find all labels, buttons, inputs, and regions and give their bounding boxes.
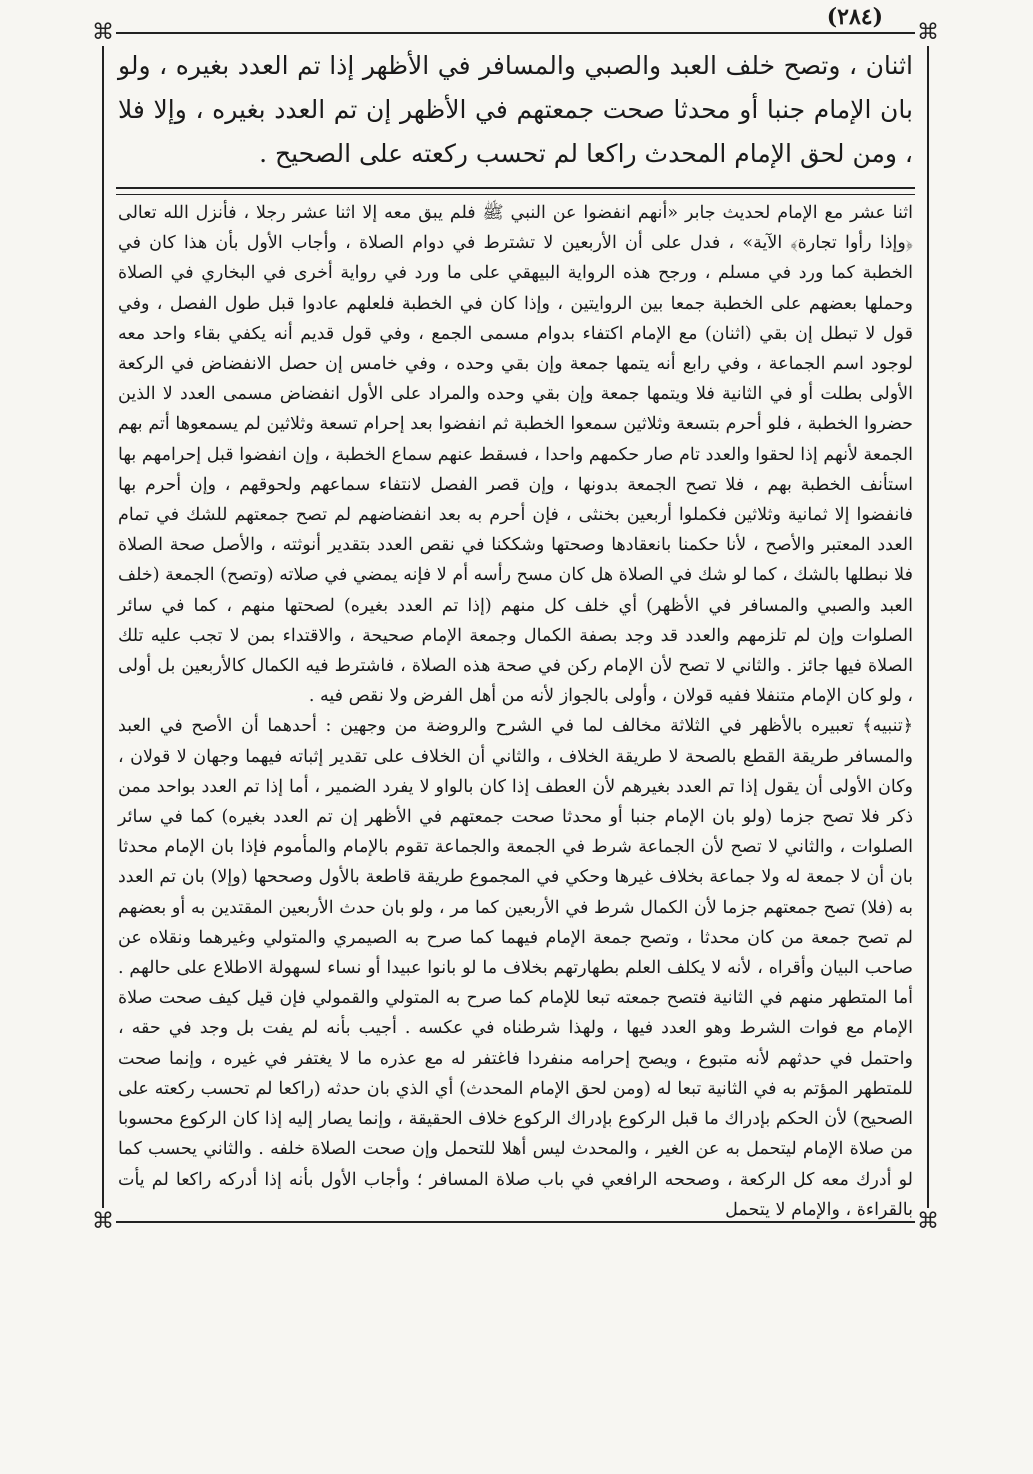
page-number: (٢٨٤) (826, 4, 883, 30)
matn-paragraph: اثنان ، وتصح خلف العبد والصبي والمسافر في الأظهر إذا تم العدد بغيره ، ولو بان الإمام جنبا أو محدثا صحت جمعتهم في الأظهر إن تم العدد بغيره ، وإلا فلا ، ومن لحق الإمام المحدث راكعا لم تحسب ركعته على الصحيح . (118, 51, 913, 168)
frame-top-rule (116, 32, 915, 34)
corner-ornament-icon: ⌘ (917, 20, 939, 45)
corner-ornament-icon: ⌘ (92, 20, 114, 45)
frame-right-rule (927, 46, 929, 1208)
corner-ornament-icon: ⌘ (917, 1209, 939, 1234)
commentary-text-block (118, 198, 913, 1225)
commentary-paragraph: اثنا عشر مع الإمام لحديث جابر «أنهم انفضوا عن النبي ﷺ فلم يبق معه إلا اثنا عشر رجلا ، فأنزل الله تعالى ﴿وإذا رأوا تجارة﴾ الآية» ، فدل على أن الأربعين لا تشترط في دوام الصلاة ، وأجاب الأول بأن هذا كان في الخطبة كما ورد في مسلم ، ورجح هذه الرواية البيهقي على ما ورد في رواية أخرى في البخاري في الصلاة وحملها بعضهم على الخطبة جمعا بين الروايتين ، وإذا كان في الخطبة فلعلهم عادوا قبل طول الفصل ، وفي قول لا تبطل إن بقي (اثنان) مع الإمام اكتفاء بدوام مسمى الجمع ، وفي قول قديم أنه يكفي بقاء واحد معه لوجود اسم الجماعة ، وفي رابع أنه يتمها جمعة وإن بقي وحده ، وفي خامس إن حصل الانفضاض في الركعة الأولى بطلت أو في الثانية فلا ويتمها جمعة وإن بقي وحده والمراد على الأول انفضاض مسمى العدد لا الذين حضروا الخطبة ، فلو أحرم بتسعة وثلاثين سمعوا الخطبة ثم انفضوا بعد إحرام تسعة وثلاثين لم يسمعوها أتم بهم الجمعة لأنهم إذا لحقوا والعدد تام صار حكمهم واحدا ، فسقط عنهم سماع الخطبة ، وإن انفضوا قبل إحرامهم بها استأنف الخطبة بهم ، فلا تصح الجمعة بدونها ، وإن قصر الفصل لانتفاء سماعهم ولحوقهم ، وإن أحرم بها فانفضوا إلا ثمانية وثلاثين فكملوا أربعين بخنثى ، فإن أحرم به بعد انفضاضهم لم تصح جمعتهم للشك في تمام العدد المعتبر والأصح ، لأنا حكمنا بانعقادها وصحتها وشككنا في نقص العدد بتقدير أنوثته ، والأصل صحة الصلاة فلا نبطلها بالشك ، كما لو شك في الصلاة هل كان مسح رأسه أم لا فإنه يمضي في صلاته (وتصح) الجمعة (خلف العبد والصبي والمسافر في الأظهر) أي خلف كل منهم (إذا تم العدد بغيره) لصحتها منهم ، كما في سائر الصلوات وإن لم تلزمهم والعدد قد وجد بصفة الكمال وجمعة الإمام صحيحة ، والاقتداء بمن لا تجب عليه تلك الصلاة فيها جائز . والثاني لا تصح لأن الإمام ركن في صحة هذه الصلاة ، فاشترط فيه الكمال كالأربعين بل أولى ، ولو كان الإمام متنفلا ففيه قولان ، وأولى بالجواز لأنه من أهل الفرض ولا نقص فيه . (118, 203, 913, 707)
commentary-paragraph: ﴿تنبيه﴾ تعبيره بالأظهر في الثلاثة مخالف لما في الشرح والروضة من وجهين : أحدهما أن الأصح في العبد والمسافر طريقة القطع بالصحة لا طريقة الخلاف ، والثاني أن الخلاف على تقدير إثباته فيهما وجهان لا قولان ، وكان الأولى أن يقول إذا تم العدد بغيرهم لأن العطف إذا كان بالواو لا يفرد الضمير ، أما إذا تم العدد بواحد ممن ذكر فلا تصح جزما (ولو بان الإمام جنبا أو محدثا صحت جمعتهم في الأظهر إن تم العدد بغيره) كما في سائر الصلوات ، والثاني لا تصح لأن الجماعة شرط في الجمعة والجماعة تقوم بالإمام والمأموم فإذا بان الإمام محدثا بان أن لا جمعة له ولا جماعة بخلاف غيرها وحكي في المجموع طريقة قاطعة بالأول وصححها (وإلا) بان تم العدد به (فلا) تصح جمعتهم جزما لأن الكمال شرط في الأربعين كما مر ، ولو بان حدث الأربعين المقتدين به أو بعضهم لم تصح جمعة من كان محدثا ، وتصح جمعة الإمام فيهما كما صرح به الصيمري والمتولي وغيرهما ونقلاه عن صاحب البيان وأقراه ، لأنه لا يكلف العلم بطهارتهم بخلاف ما لو بانوا عبيدا أو نساء لسهولة الاطلاع على حالهم . أما المتطهر منهم في الثانية فتصح جمعته تبعا للإمام كما صرح به المتولي والقمولي فإن قيل كيف صحت صلاة الإمام مع فوات الشرط وهو العدد فيها ، ولهذا شرطناه في عكسه . أجيب بأنه لم يفت بل وجد في حقه ، واحتمل في حدثهم لأنه متبوع ، ويصح إحرامه منفردا فاغتفر له مع عذره ما لا يغتفر في غيره ، وإنما صحت للمتطهر المؤتم به في الثانية تبعا له (ومن لحق الإمام المحدث) أي الذي بان حدثه (راكعا لم تحسب ركعته على الصحيح) لأن الحكم بإدراك ما قبل الركوع بإدراك الركوع خلاف الحقيقة ، وإنما يصار إليه إذا كان الركوع محسوبا من صلاة الإمام ليتحمل به عن الغير ، والمحدث ليس أهلا للتحمل وإن صحت الصلاة خلفه . والثاني يحسب كما لو أدرك معه كل الركعة ، وصححه الرافعي في باب صلاة المسافر ؛ وأجاب الأول بأنه إذا أدركه راكعا لم يأت بالقراءة ، والإمام لا يتحمل (118, 716, 913, 1220)
corner-ornament-icon: ⌘ (92, 1209, 114, 1234)
section-divider (116, 187, 915, 195)
frame-left-rule (102, 46, 104, 1208)
matn-text-block (118, 44, 913, 176)
